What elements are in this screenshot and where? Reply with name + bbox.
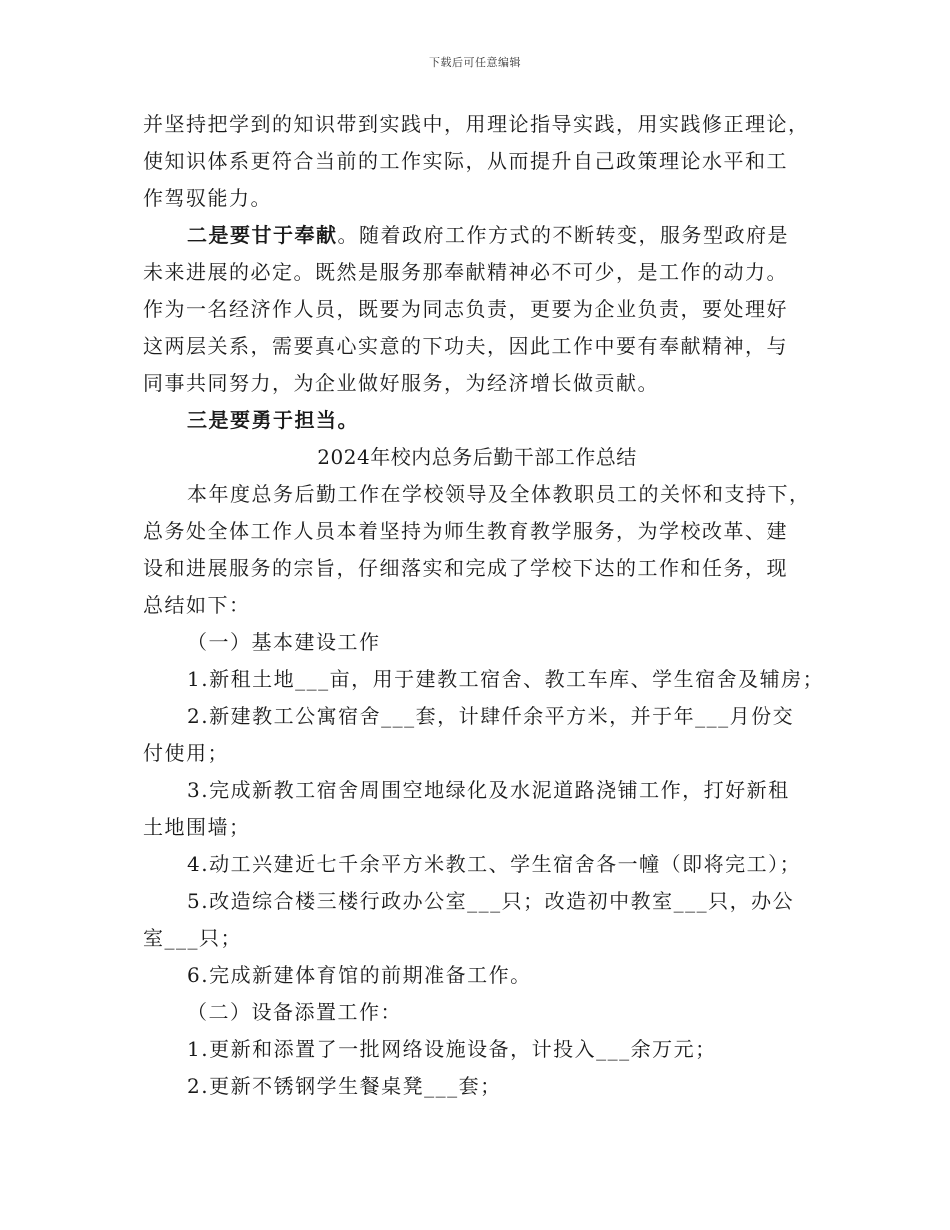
paragraph-line: 设和进展服务的宗旨，仔细落实和完成了学校下达的工作和任务，现 [143, 556, 788, 580]
paragraph-line: 这两层关系，需要真心实意的下功夫，因此工作中要有奉献精神，与 [143, 334, 788, 358]
list-item: 3.完成新教工宿舍周围空地绿化及水泥道路浇铺工作，打好新租 [187, 778, 790, 802]
paragraph-line: 总务处全体工作人员本着坚持为师生教育教学服务，为学校改革、建 [143, 519, 788, 543]
paragraph-line: 并坚持把学到的知识带到实践中，用理论指导实践，用实践修正理论， [143, 112, 810, 136]
list-item-continuation: 付使用； [143, 741, 229, 765]
paragraph-line: 未来进展的必定。既然是服务那奉献精神必不可少，是工作的动力。 [143, 260, 788, 284]
list-item: 4.动工兴建近七千余平方米教工、学生宿舍各一幢（即将完工）； [187, 852, 802, 876]
paragraph-text: 。随着政府工作方式的不断转变，服务型政府是 [337, 223, 789, 247]
list-item-continuation: 土地围墙； [143, 815, 251, 839]
list-item: 1.新租土地___亩，用于建教工宿舍、教工车库、学生宿舍及辅房； [187, 667, 825, 691]
paragraph-line [143, 217, 811, 254]
paragraph-line: 同事共同努力，为企业做好服务，为经济增长做贡献。 [143, 371, 659, 395]
page-header: 下载后可任意编辑 [429, 56, 521, 69]
paragraph-line: 作驾驭能力。 [143, 186, 272, 210]
document-body [143, 106, 825, 1105]
list-item: 6.完成新建体育馆的前期准备工作。 [187, 963, 532, 987]
subsection-heading: （一）基本建设工作 [187, 630, 381, 654]
list-item: 1.更新和添置了一批网络设施设备，计投入___余万元； [187, 1037, 717, 1061]
subsection-heading: （二）设备添置工作： [187, 1000, 402, 1024]
list-item: 2.更新不锈钢学生餐桌凳___套； [187, 1074, 502, 1098]
paragraph-line: 本年度总务后勤工作在学校领导及全体教职员工的关怀和支持下， [187, 482, 811, 506]
section-title: 2024年校内总务后勤干部工作总结 [317, 445, 637, 469]
list-item: 5.改造综合楼三楼行政办公室___只；改造初中教室___只，办公 [187, 889, 795, 913]
paragraph-line: 总结如下： [143, 593, 251, 617]
bold-heading: 三是要勇于担当。 [187, 408, 359, 432]
paragraph-line: 作为一名经济作人员，既要为同志负责，更要为企业负责，要处理好 [143, 297, 788, 321]
list-item: 2.新建教工公寓宿舍___套，计肆仟余平方米，并于年___月份交 [187, 704, 795, 728]
list-item-continuation: 室___只； [143, 926, 242, 950]
bold-heading: 二是要甘于奉献 [187, 223, 338, 247]
paragraph-line: 使知识体系更符合当前的工作实际，从而提升自己政策理论水平和工 [143, 149, 788, 173]
